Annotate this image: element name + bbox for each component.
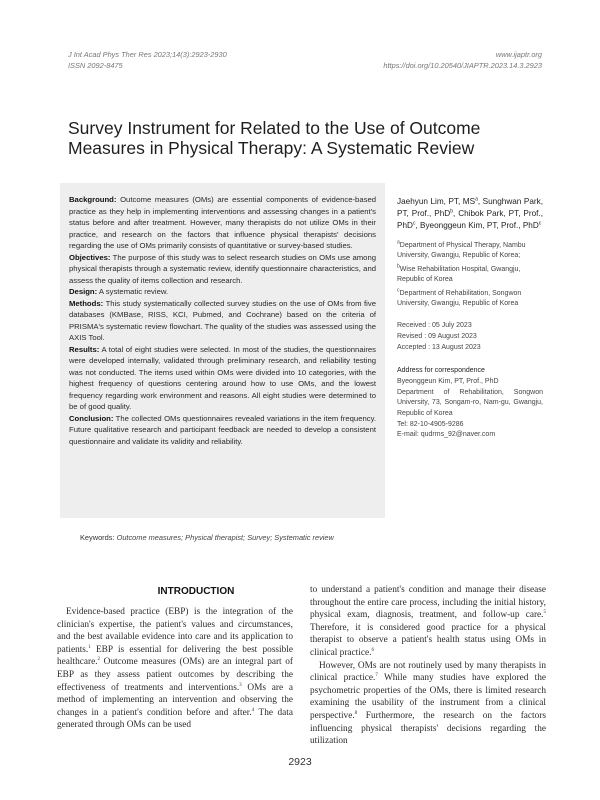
design-text: A systematic review. [97, 287, 169, 296]
author-4: , Byeonggeun Kim, PT, Prof., PhD [415, 221, 539, 231]
affiliation-a-sup: a [397, 239, 400, 246]
keywords-values: Outcome measures; Physical therapist; Survey; Systematic review [116, 533, 334, 542]
affiliation-b-sup: b [397, 263, 400, 270]
correspondence-address: Department of Rehabilitation, Songwon University, 73, Songam-ro, Nam-gu, Gwangju, Republic of Korea [397, 388, 543, 417]
intro-p1-e: The data generated through OMs can be used [57, 707, 293, 731]
correspondence [397, 366, 543, 441]
objectives-text: The purpose of this study was to select research studies on OMs use among physical therapists through a systematic review, identify questionnaire characteristics, and assess the quality of items collection and research. [69, 252, 376, 285]
citation-8: 8 [354, 710, 358, 716]
objectives-label: Objectives: [69, 252, 111, 262]
intro-p3-c: Furthermore, the research on the factors influencing physical therapists' decisions regarding the utilization [310, 710, 546, 747]
author-sidebar [397, 196, 543, 441]
citation-5: 5 [543, 610, 546, 616]
affiliation-a [397, 241, 543, 262]
citation-2: 2 [97, 657, 101, 663]
intro-p1-b: EBP is essential for delivering the best possible healthcare. [57, 644, 293, 668]
citation-4: 4 [251, 707, 255, 713]
accepted-date: Accepted : 13 August 2023 [397, 343, 481, 351]
author-3-sup: c [412, 220, 416, 227]
body-column-left [57, 606, 293, 732]
affiliation-b-text: Wise Rehabilitation Hospital, Gwangju, Republic of Korea [397, 265, 521, 284]
results-label: Results: [69, 344, 100, 354]
paper-title: Survey Instrument for Related to the Use of Outcome Measures in Physical Therapy: A Systematic Review [68, 118, 481, 158]
methods-label: Methods: [69, 298, 104, 308]
conclusion-text: The collected OMs questionnaires revealed variations in the item frequency. Future qualitative research and participant feedback are needed to develop a consistent questionnaire and validate its validity and reliability. [69, 413, 376, 446]
article-dates [397, 320, 543, 353]
author-3: , Chibok Park, PT, Prof., PhD [397, 209, 543, 231]
design-label: Design: [69, 287, 98, 296]
intro-p3-a: However, OMs are not routinely used by many therapists in clinical practice. [310, 660, 546, 684]
results-text: A total of eight studies were selected. In most of the studies, the questionnaires were developed internally, validated through preliminary research, and reliability testing was not conducted. The items used within OMs were divided into 10 categories, with the highest frequency of questions centering around how to use OMs, and the lowest frequency regarding work environment and reasons. All eight studies were determined to be of good quality. [69, 344, 376, 411]
affiliation-c-text: Department of Rehabilitation, Songwon University, Gwangju, Republic of Korea [397, 289, 522, 308]
intro-paragraph-1 [57, 606, 293, 732]
keywords [80, 533, 334, 542]
received-date: Received : 05 July 2023 [397, 321, 472, 329]
methods-text: This study systematically collected survey studies on the use of OMs from five databases (KMBase, RISS, KCI, Pubmed, and Cochrane) based on the criteria of PRISMA's systematic review flowchart. The quality of the studies was assessed using the AXIS Tool. [69, 298, 376, 342]
intro-p1-c: Outcome measures (OMs) are an integral part of EBP as they assess patient outcomes by describing the effectiveness of treatments and interventions. [57, 657, 293, 693]
journal-citation: J Int Acad Phys Ther Res 2023;14(3):2923-2930 [68, 50, 227, 59]
keywords-label: Keywords: [80, 533, 115, 542]
correspondence-tel: Tel: 82-10-4905-9286 [397, 420, 464, 428]
abstract-background-paragraph [69, 194, 376, 252]
citation-6: 6 [371, 647, 374, 653]
intro-paragraph-2 [310, 584, 546, 660]
intro-p1-d: OMs are a method of implementing an intervention and observing the changes in a patient's condition before and after. [57, 682, 294, 718]
intro-p1-a: Evidence-based practice (EBP) is the integration of the clinician's expertise, the patient's values and circumstances, and the best available evidence into care and its application to patients. [57, 607, 293, 655]
abstract-results-paragraph [69, 344, 376, 413]
abstract-design-paragraph [69, 286, 376, 298]
correspondence-title: Address for correspondence [397, 366, 485, 374]
doi-link[interactable]: https://doi.org/10.20540/JIAPTR.2023.14.3.2923 [383, 60, 542, 70]
conclusion-label: Conclusion: [69, 413, 114, 423]
intro-paragraph-3 [310, 660, 546, 748]
affiliation-b [397, 265, 543, 286]
intro-p3-b: While many studies have explored the psychometric properties of the OMs, there is limited research examining the usability of the instrument from a clinical perspective. [310, 673, 546, 721]
author-1-sup: a [475, 196, 478, 203]
intro-p2-b: Therefore, it is considered good practice for a physical therapist to observe a patient's health status using OMs in clinical practice. [310, 622, 546, 658]
abstract-objectives-paragraph [69, 252, 376, 287]
affiliation-a-text: Department of Physical Therapy, Nambu University, Gwangju, Republic of Korea; [397, 241, 526, 260]
citation-7: 7 [375, 673, 378, 679]
abstract-conclusion-paragraph [69, 413, 376, 448]
issn: ISSN 2092-8475 [68, 60, 123, 70]
author-list [397, 196, 543, 233]
background-text: Outcome measures (OMs) are essential components of evidence-based practice as they help in implementing interventions and assessing changes in a patient's status before and after treatment. However, many therapists do not utilize OMs in their practice, and research on the factors that influence physical therapists' decisions regarding the use of OMs primarily consists of quantitative or survey-based studies. [69, 195, 376, 250]
journal-header [68, 50, 227, 71]
website-link[interactable]: www.ijaptr.org [495, 50, 542, 59]
abstract [69, 194, 376, 447]
section-heading-introduction: INTRODUCTION [157, 586, 235, 597]
correspondence-name: Byeonggeun Kim, PT, Prof., PhD [397, 378, 499, 386]
abstract-methods-paragraph [69, 298, 376, 344]
affiliation-c-sup: c [397, 287, 400, 294]
body-column-right [310, 584, 546, 748]
correspondence-email[interactable]: E-mail: qudrms_92@naver.com [397, 431, 496, 439]
journal-links [383, 50, 542, 71]
page-number: 2923 [288, 756, 312, 768]
background-label: Background: [69, 195, 117, 204]
citation-1: 1 [88, 644, 91, 650]
author-1: Jaehyun Lim, PT, MS [397, 197, 476, 206]
affiliation-c [397, 289, 543, 310]
revised-date: Revised : 09 August 2023 [397, 332, 477, 340]
author-2-sup: b [450, 208, 453, 215]
author-2: , Sunghwan Park, PT, Prof., PhD [397, 197, 543, 219]
intro-p2-a: to understand a patient's condition and manage their disease throughout the entire care process, including the initial history, physical exam, diagnosis, treatment, and follow-up care. [310, 585, 546, 621]
author-4-sup: c [538, 220, 542, 227]
citation-3: 3 [239, 682, 242, 688]
